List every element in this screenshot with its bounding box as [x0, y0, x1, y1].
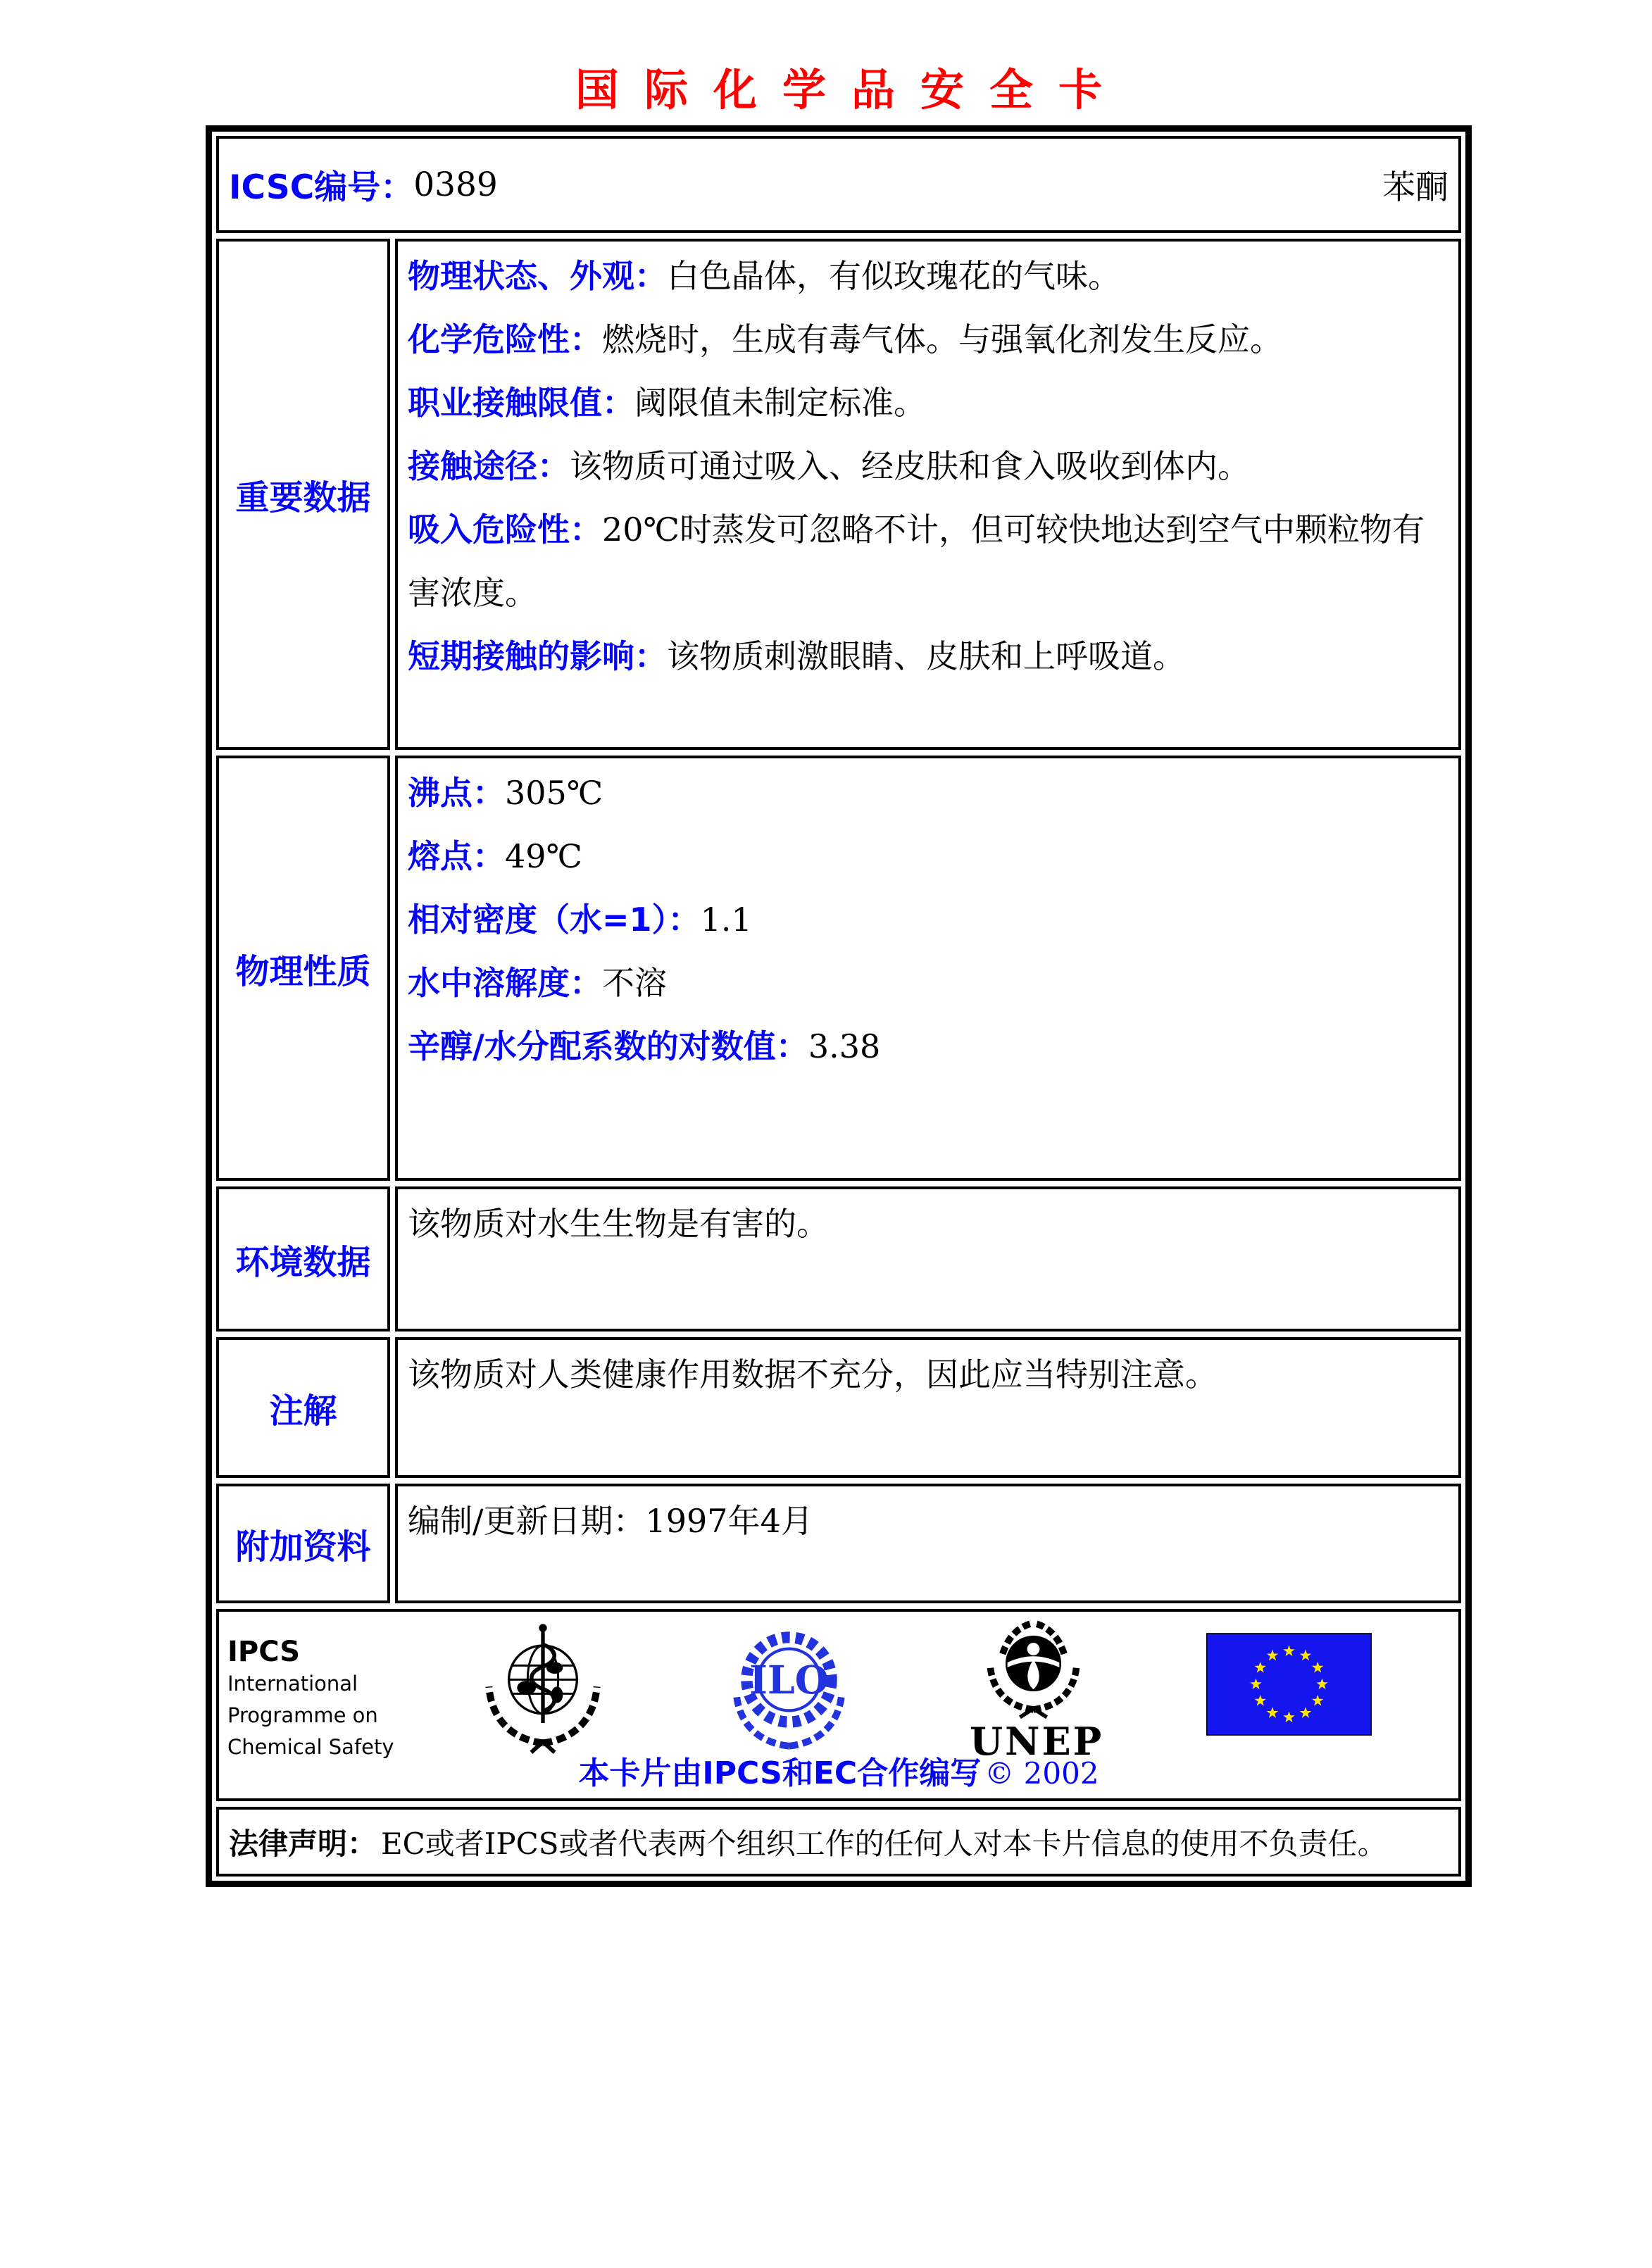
kv-key: 相对密度（水=1）：: [408, 901, 701, 939]
copyright-text: © 2002: [984, 1756, 1099, 1791]
credit-text: 本卡片由IPCS和EC合作编写: [578, 1755, 982, 1791]
kv-key: 化学危险性：: [408, 320, 602, 358]
kv-key: 沸点：: [408, 774, 505, 812]
section-notes: [216, 1337, 1461, 1478]
kv-value: 燃烧时，生成有毒气体。与强氧化剂发生反应。: [602, 320, 1282, 358]
kv-key: 短期接触的影响：: [408, 637, 667, 675]
who-logo-icon: [473, 1617, 613, 1765]
ilo-logo-text: ILO: [749, 1658, 829, 1703]
kv-key: 熔点：: [408, 837, 505, 875]
ipcs-line: International: [227, 1672, 358, 1696]
ipcs-line: Programme on: [227, 1703, 378, 1727]
section-content: [395, 1186, 1461, 1332]
icsc-number-label: ICSC编号：: [229, 168, 414, 207]
kv-value: 49℃: [505, 837, 582, 875]
section-additional-info: [216, 1484, 1461, 1603]
kv-line: [408, 244, 1448, 308]
section-physical-properties: [216, 756, 1461, 1181]
kv-value: 305℃: [505, 774, 603, 812]
kv-value: 20℃时蒸发可忽略不计，但可较快地达到空气中颗粒物有害浓度。: [408, 510, 1425, 612]
unep-wordmark: UNEP: [970, 1719, 1104, 1764]
section-label: 注解: [216, 1337, 390, 1478]
kv-line: [408, 371, 1448, 434]
kv-line: [408, 1192, 1448, 1255]
kv-value: 该物质对水生生物是有害的。: [408, 1205, 829, 1243]
section-environmental-data: [216, 1186, 1461, 1332]
kv-line: [408, 1489, 1448, 1553]
legal-label: 法律声明：: [229, 1826, 377, 1861]
kv-line: [408, 1343, 1448, 1406]
kv-value: 该物质对人类健康作用数据不充分，因此应当特别注意。: [408, 1355, 1218, 1393]
section-label: 重要数据: [216, 239, 390, 750]
kv-line: [408, 951, 1448, 1015]
kv-value: 白色晶体，有似玫瑰花的气味。: [667, 257, 1120, 295]
section-label: 环境数据: [216, 1186, 390, 1332]
page-title: 国际化学品安全卡: [575, 64, 1127, 115]
credit-line: [219, 1748, 1458, 1793]
kv-key: 职业接触限值：: [408, 384, 634, 422]
logos-row: [216, 1609, 1461, 1801]
unep-logo-block: [970, 1617, 1104, 1764]
kv-key: 接触途径：: [408, 447, 570, 485]
unep-logo-icon: [975, 1617, 1091, 1723]
chemical-name: 苯酮: [1382, 168, 1448, 207]
ilo-logo-icon: [720, 1620, 858, 1758]
section-content: [395, 239, 1461, 750]
kv-line: [408, 625, 1448, 688]
legal-text: EC或者IPCS或者代表两个组织工作的任何人对本卡片信息的使用不负责任。: [381, 1826, 1387, 1861]
kv-line: [408, 1015, 1448, 1078]
icsc-table: [206, 125, 1472, 1887]
kv-value: 1.1: [700, 901, 752, 939]
kv-line: [408, 498, 1448, 625]
kv-key: 物理状态、外观：: [408, 257, 667, 295]
section-label: 物理性质: [216, 756, 390, 1181]
kv-key: 吸入危险性：: [408, 510, 602, 549]
kv-value: 编制/更新日期：1997年4月: [408, 1502, 813, 1540]
section-label: 附加资料: [216, 1484, 390, 1603]
section-important-data: [216, 239, 1461, 750]
kv-value: 该物质刺激眼睛、皮肤和上呼吸道。: [667, 637, 1185, 675]
kv-value: 该物质可通过吸入、经皮肤和食入吸收到体内。: [570, 447, 1250, 485]
kv-key: 辛醇/水分配系数的对数值：: [408, 1027, 808, 1065]
icsc-number-value: 0389: [413, 165, 498, 204]
kv-line: [408, 434, 1448, 498]
header-row: [216, 136, 1461, 233]
section-content: [395, 756, 1461, 1181]
kv-line: [408, 888, 1448, 951]
kv-line: [408, 825, 1448, 888]
ipcs-line: Chemical Safety: [227, 1735, 394, 1759]
eu-flag-icon: [1206, 1633, 1372, 1736]
kv-value: 阈限值未制定标准。: [634, 384, 926, 422]
ipcs-acronym: IPCS: [227, 1636, 301, 1668]
kv-line: [408, 308, 1448, 371]
legal-row: [216, 1807, 1461, 1877]
section-content: [395, 1337, 1461, 1478]
kv-key: 水中溶解度：: [408, 964, 602, 1002]
kv-value: 3.38: [808, 1027, 881, 1065]
kv-line: [408, 761, 1448, 825]
section-content: [395, 1484, 1461, 1603]
ipcs-wordmark: [227, 1636, 394, 1763]
kv-value: 不溶: [602, 964, 667, 1002]
